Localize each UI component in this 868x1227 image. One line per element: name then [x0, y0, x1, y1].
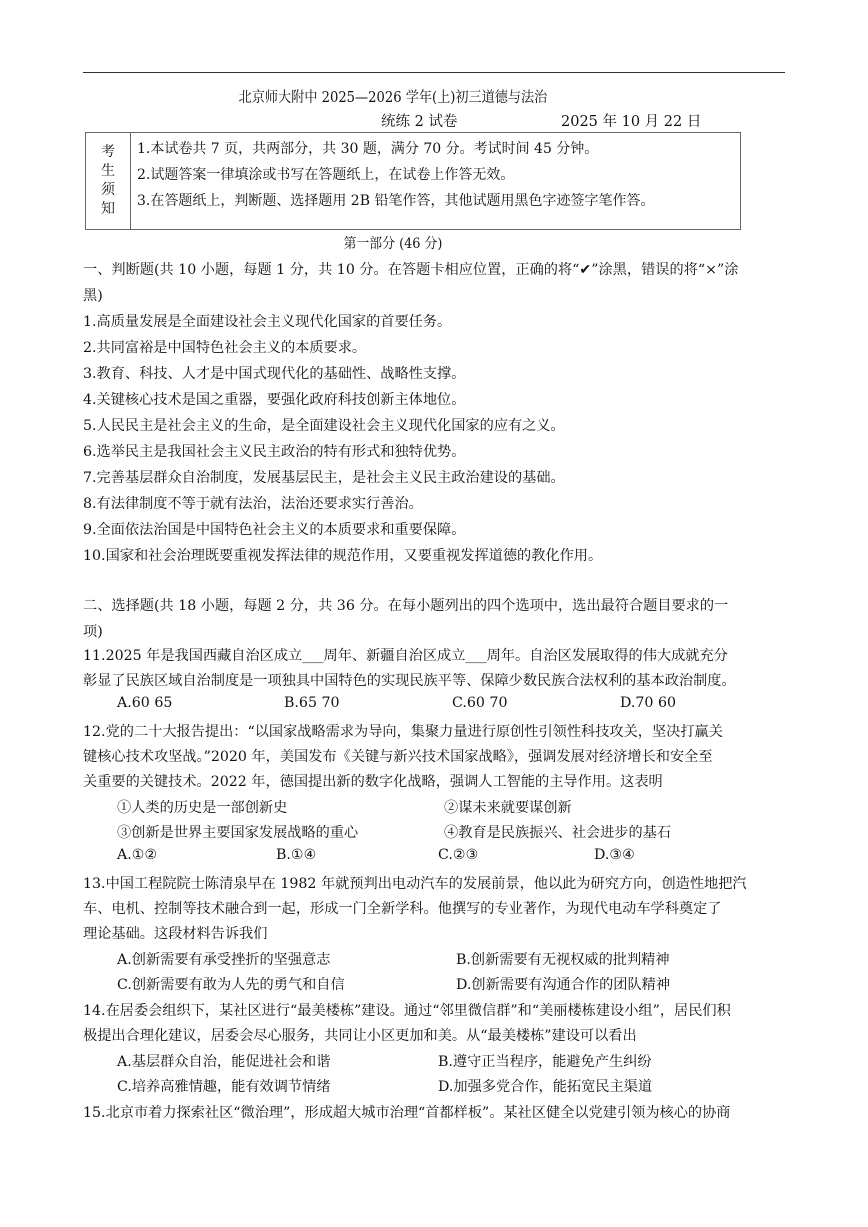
notice-item: 1.本试卷共 7 页，共两部分，共 30 题，满分 70 分。考试时间 45 分钟。 [137, 141, 599, 157]
option-d: D.加强多党合作，能拓宽民主渠道 [438, 1079, 653, 1095]
judge-item: 7.完善基层群众自治制度，发展基层民主，是社会主义民主政治建设的基础。 [83, 470, 565, 486]
question-15: 15.北京市着力探索社区“微治理”，形成超大城市治理“首都样板”。某社区健全以党建引领为核心的协商 [83, 1105, 731, 1121]
question-12-cont: 键核心技术攻坚战。”2020 年，美国发布《关键与新兴技术国家战略》，强调发展对经济增长和安全至 [83, 749, 713, 765]
judge-item: 10.国家和社会治理既要重视发挥法律的规范作用，又要重视发挥道德的教化作用。 [83, 548, 603, 564]
notice-box [85, 132, 741, 230]
option-b: B.遵守正当程序，能避免产生纠纷 [438, 1054, 652, 1070]
exam-subtitle: 统练 2 试卷 [381, 114, 458, 130]
option-d: D.70 60 [620, 695, 676, 711]
judge-item: 5.人民民主是社会主义的生命，是全面建设社会主义现代化国家的应有之义。 [83, 418, 565, 434]
judge-item: 4.关键核心技术是国之重器，要强化政府科技创新主体地位。 [83, 392, 466, 408]
notice-items [131, 133, 741, 230]
question-11-cont: 彰显了民族区域自治制度是一项独具中国特色的实现民族平等、保障少数民族合法权利的基本政治制度。 [83, 673, 736, 689]
exam-date: 2025 年 10 月 22 日 [561, 114, 702, 130]
option-a: A.创新需要有承受挫折的坚强意志 [117, 952, 331, 968]
question-12: 12.党的二十大报告提出：“以国家战略需求为导向，集聚力量进行原创性引领性科技攻关，坚决打赢关 [83, 724, 723, 740]
notice-item: 3.在答题纸上，判断题、选择题用 2B 铅笔作答，其他试题用黑色字迹签字笔作答。 [137, 193, 655, 209]
statement-2: ②谋未来就要谋创新 [444, 800, 572, 816]
section1-heading: 一、判断题(共 10 小题，每题 1 分，共 10 分。在答题卡相应位置，正确的将“✔”涂黑，错误的将“×”涂 [83, 262, 739, 278]
option-d: D.创新需要有沟通合作的团队精神 [456, 977, 671, 993]
notice-item: 2.试题答案一律填涂或书写在答题纸上，在试卷上作答无效。 [137, 167, 515, 183]
question-13-cont: 理论基础。这段材料告诉我们 [83, 926, 268, 942]
notice-label: 考 生 须 知 [86, 133, 131, 230]
judge-item: 1.高质量发展是全面建设社会主义现代化国家的首要任务。 [83, 314, 452, 330]
judge-item: 9.全面依法治国是中国特色社会主义的本质要求和重要保障。 [83, 522, 466, 538]
statement-3: ③创新是世界主要国家发展战略的重心 [117, 825, 359, 841]
option-a: A.基层群众自治，能促进社会和谐 [117, 1054, 331, 1070]
judge-item: 3.教育、科技、人才是中国式现代化的基础性、战略性支撑。 [83, 366, 466, 382]
option-a: A.60 65 [117, 695, 173, 711]
option-b: B.65 70 [284, 695, 340, 711]
question-13-cont: 车、电机、控制等技术融合到一起，形成一门全新学科。他撰写的专业著作，为现代电动车学科奠定了 [83, 901, 722, 917]
judge-item: 8.有法律制度不等于就有法治，法治还要求实行善治。 [83, 496, 423, 512]
question-14: 14.在居委会组织下，某社区进行“最美楼栋”建设。通过“邻里微信群”和“美丽楼栋建设小组”，居民们积 [83, 1003, 731, 1019]
question-13: 13.中国工程院院士陈清泉早在 1982 年就预判出电动汽车的发展前景，他以此为研究方向，创造性地把汽 [83, 876, 747, 892]
header-rule [83, 72, 785, 73]
section1-heading-cont: 黑) [83, 288, 103, 304]
option-b: B.创新需要有无视权威的批判精神 [456, 952, 670, 968]
option-c: C.创新需要有敢为人先的勇气和自信 [117, 977, 345, 993]
statement-1: ①人类的历史是一部创新史 [117, 800, 288, 816]
judge-item: 6.选举民主是我国社会主义民主政治的特有形式和独特优势。 [83, 444, 466, 460]
part1-title: 第一部分 (46 分) [343, 236, 443, 252]
option-c: C.培养高雅情趣，能有效调节情绪 [117, 1079, 331, 1095]
judge-item: 2.共同富裕是中国特色社会主义的本质要求。 [83, 340, 367, 356]
option-c: C.60 70 [452, 695, 508, 711]
option-d: D.③④ [594, 847, 635, 863]
option-b: B.①④ [276, 847, 317, 863]
statement-4: ④教育是民族振兴、社会进步的基石 [444, 825, 672, 841]
section2-heading-cont: 项) [83, 624, 103, 640]
section2-heading: 二、选择题(共 18 小题，每题 2 分，共 36 分。在每小题列出的四个选项中，选出最符合题目要求的一 [83, 598, 729, 614]
question-11: 11.2025 年是我国西藏自治区成立___周年、新疆自治区成立___周年。自治区发展取得的伟大成就充分 [83, 648, 728, 664]
exam-title: 北京师大附中 2025—2026 学年(上)初三道德与法治 [238, 90, 548, 106]
question-12-cont: 关重要的关键技术。2022 年，德国提出新的数字化战略，强调人工智能的主导作用。这表明 [83, 774, 663, 790]
question-14-cont: 极提出合理化建议，居委会尽心服务，共同让小区更加和美。从“最美楼栋”建设可以看出 [83, 1028, 637, 1044]
option-a: A.①② [117, 847, 158, 863]
option-c: C.②③ [438, 847, 479, 863]
